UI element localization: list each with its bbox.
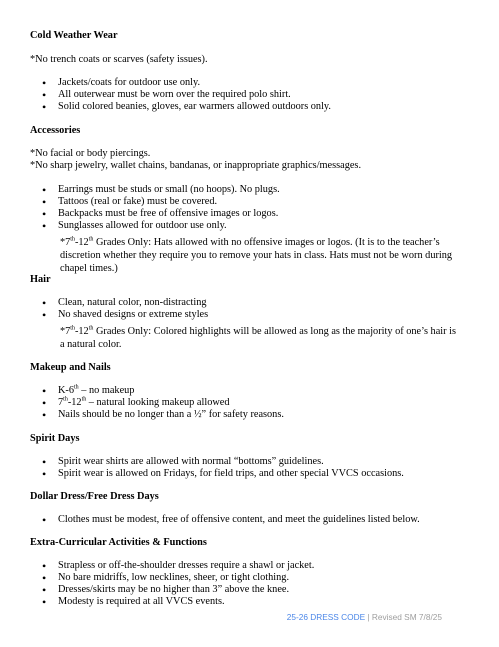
list-item: • Tattoos (real or fake) must be covered. (58, 196, 217, 207)
list-item: • Modesty is required at all VVCS events. (58, 596, 225, 607)
accessories-note: *No facial or body piercings. (30, 148, 151, 159)
heading-dollar-dress: Dollar Dress/Free Dress Days (30, 491, 159, 502)
heading-extra-curricular: Extra-Curricular Activities & Functions (30, 537, 207, 548)
list-item: • All outerwear must be worn over the required polo shirt. (58, 89, 291, 100)
list-item: • 7th-12th – natural looking makeup allowed (58, 397, 230, 408)
heading-hair: Hair (30, 274, 51, 285)
heading-makeup-nails: Makeup and Nails (30, 362, 111, 373)
footer-revision: Revised SM 7/8/25 (371, 612, 442, 622)
list-item: • No shaved designs or extreme styles (58, 309, 208, 320)
hair-grades-note: *7th-12th Grades Only: Colored highlights will be allowed as long as the majority of one’s hair is a natural color. (60, 325, 456, 350)
list-item: • Spirit wear is allowed on Fridays, for field trips, and other special VVCS occasions. (58, 468, 404, 479)
heading-cold-weather: Cold Weather Wear (30, 30, 118, 41)
list-item: • Spirit wear shirts are allowed with normal “bottoms” guidelines. (58, 456, 324, 467)
list-item: • K-6th – no makeup (58, 385, 134, 396)
list-item: • Sunglasses allowed for outdoor use only. (58, 220, 227, 231)
hats-grades-note: *7th-12th Grades Only: Hats allowed with no offensive images or logos. (It is to the teacher’s discretion whether they require you to remove your hats in class. Hats must not be worn during chapel times.) (60, 236, 453, 274)
list-item: • Strapless or off-the-shoulder dresses require a shawl or jacket. (58, 560, 314, 571)
heading-spirit-days: Spirit Days (30, 433, 80, 444)
list-item: • Dresses/skirts may be no higher than 3” above the knee. (58, 584, 289, 595)
page-footer (287, 612, 442, 622)
heading-accessories: Accessories (30, 125, 81, 136)
list-item: • Clothes must be modest, free of offensive content, and meet the guidelines listed below. (58, 514, 420, 525)
list-item: • Clean, natural color, non-distracting (58, 297, 207, 308)
list-item: • Backpacks must be free of offensive images or logos. (58, 208, 278, 219)
list-item: • No bare midriffs, low necklines, sheer, or tight clothing. (58, 572, 289, 583)
list-item: • Solid colored beanies, gloves, ear warmers allowed outdoors only. (58, 101, 331, 112)
list-item: • Earrings must be studs or small (no hoops). No plugs. (58, 184, 280, 195)
cold-note: *No trench coats or scarves (safety issues). (30, 54, 208, 65)
list-item: • Nails should be no longer than a ½” for safety reasons. (58, 409, 284, 420)
footer-separator: | (365, 612, 372, 622)
footer-doc-code: 25-26 DRESS CODE (286, 612, 366, 622)
list-item: • Jackets/coats for outdoor use only. (58, 77, 200, 88)
accessories-note: *No sharp jewelry, wallet chains, bandanas, or inappropriate graphics/messages. (30, 160, 362, 171)
